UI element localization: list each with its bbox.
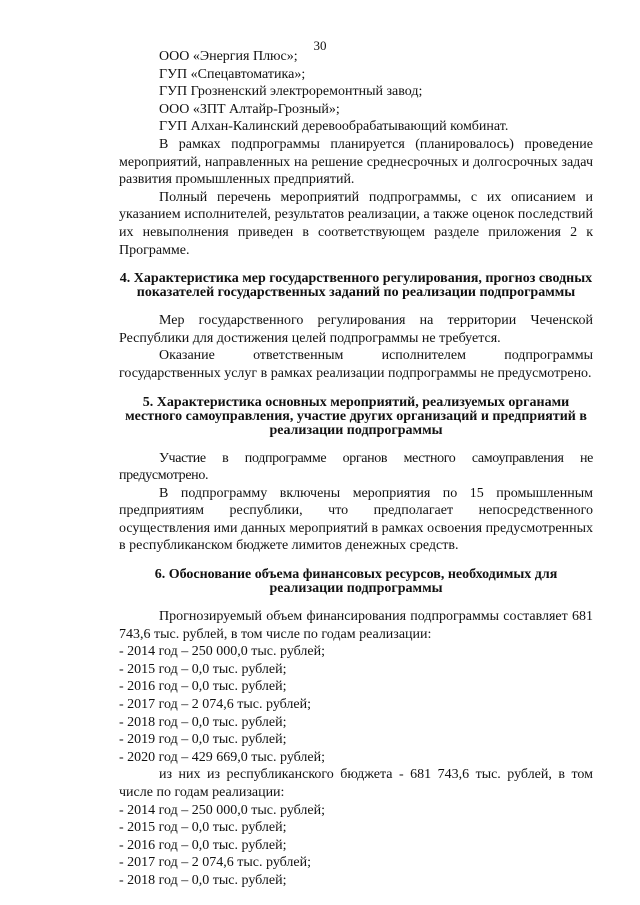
- funding-by-year-list: [119, 643, 593, 766]
- page-number: 30: [313, 38, 327, 53]
- budget-year-item: - 2017 год – 2 074,6 тыс. рублей;: [119, 855, 312, 871]
- company-item: ООО «ЗПТ Алтайр-Грозный»;: [159, 101, 340, 117]
- company-item: ГУП Алхан-Калинский деревообрабатывающий комбинат.: [159, 119, 509, 135]
- section-4-paragraph-2: Оказание ответственным исполнителем подпрограммы государственных услуг в рамках реализации подпрограммы не предусмотрено.: [119, 348, 593, 381]
- section-5-paragraph-2: В подпрограмму включены мероприятия по 15 промышленным предприятиям республики, что предполагает непосредственного осуществления ими данных мероприятий в рамках освоения предусмотренных в республиканском бюджете лимитов денежных средств.: [119, 485, 593, 554]
- funding-year-item: - 2018 год – 0,0 тыс. рублей;: [119, 714, 287, 730]
- funding-year-item: - 2019 год – 0,0 тыс. рублей;: [119, 732, 287, 748]
- section-6-heading: 6. Обоснование объема финансовых ресурсов, необходимых для реализации подпрограммы: [154, 567, 558, 597]
- budget-year-item: - 2014 год – 250 000,0 тыс. рублей;: [119, 802, 326, 818]
- company-item: ООО «Энергия Плюс»;: [159, 49, 298, 64]
- funding-year-item: - 2015 год – 0,0 тыс. рублей;: [119, 661, 287, 677]
- companies-list: [119, 48, 593, 136]
- funding-year-item: - 2020 год – 429 669,0 тыс. рублей;: [119, 749, 326, 765]
- budget-year-item: - 2015 год – 0,0 тыс. рублей;: [119, 820, 287, 836]
- document-body: [119, 48, 593, 890]
- section-4-paragraph-1: Мер государственного регулирования на территории Чеченской Республики для достижения целей подпрограммы не требуется.: [119, 313, 593, 346]
- paragraph-full-list: Полный перечень мероприятий подпрограммы, с их описанием и указанием исполнителей, результатов реализации, а также оценок последствий их невыполнения приведен в соответствующем разделе приложения 2 к Программе.: [119, 189, 593, 258]
- company-item: ГУП «Спецавтоматика»;: [159, 66, 306, 82]
- budget-year-item: - 2016 год – 0,0 тыс. рублей;: [119, 837, 287, 853]
- section-5-heading: 5. Характеристика основных мероприятий, реализуемых органами местного самоуправления, участие других организаций и предприятий в реализации подпрограммы: [125, 394, 587, 438]
- budget-year-item: - 2018 год – 0,0 тыс. рублей;: [119, 872, 287, 888]
- company-item: ГУП Грозненский электроремонтный завод;: [159, 84, 423, 100]
- section-6-paragraph-2: из них из республиканского бюджета - 681 743,6 тыс. рублей, в том числе по годам реализации:: [119, 767, 593, 800]
- section-5-paragraph-1: Участие в подпрограмме органов местного самоуправления не предусмотрено.: [119, 450, 593, 484]
- budget-by-year-list: [119, 802, 593, 890]
- section-6-paragraph-1: Прогнозируемый объем финансирования подпрограммы составляет 681 743,6 тыс. рублей, в том числе по годам реализации:: [119, 609, 593, 642]
- paragraph-planned: В рамках подпрограммы планируется (планировалось) проведение мероприятий, направленных на решение среднесрочных и долгосрочных задач развития промышленных предприятий.: [119, 136, 593, 188]
- funding-year-item: - 2014 год – 250 000,0 тыс. рублей;: [119, 644, 326, 660]
- funding-year-item: - 2017 год – 2 074,6 тыс. рублей;: [119, 697, 312, 713]
- funding-year-item: - 2016 год – 0,0 тыс. рублей;: [119, 679, 287, 695]
- section-4-heading: 4. Характеристика мер государственного регулирования, прогноз сводных показателей государственных заданий по реализации подпрограммы: [119, 271, 593, 301]
